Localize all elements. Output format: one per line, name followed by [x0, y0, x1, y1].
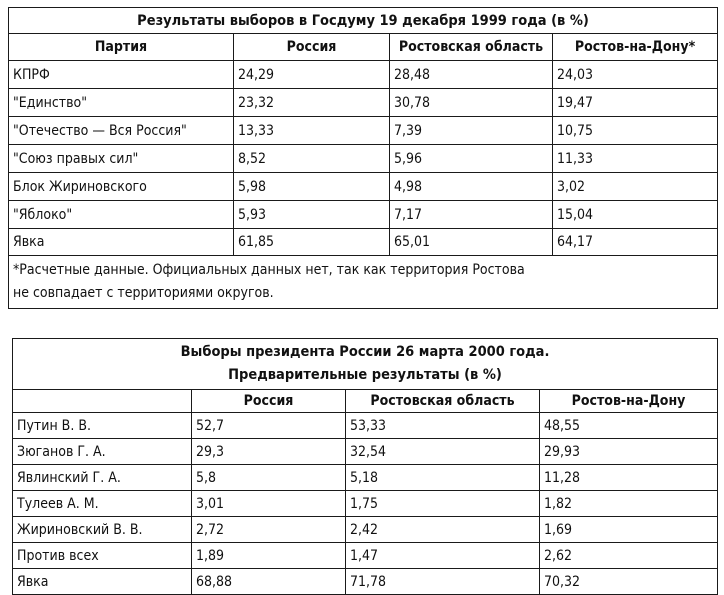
- president-title-line-1: Выборы президента России 26 марта 2000 года.: [180, 344, 550, 360]
- table-row: [13, 517, 718, 543]
- cell-russia: 5,98: [234, 173, 390, 201]
- column-header-russia: Россия: [192, 390, 346, 413]
- duma-table-title: Результаты выборов в Госдуму 19 декабря 1999 года (в %): [9, 8, 718, 34]
- row-label: "Яблоко": [9, 201, 234, 229]
- row-label: Против всех: [13, 543, 192, 569]
- president-results-table: [12, 338, 718, 595]
- table-row: [13, 465, 718, 491]
- row-label: Путин В. В.: [13, 413, 192, 439]
- column-header-candidate: [13, 390, 192, 413]
- cell-russia: 3,01: [192, 491, 346, 517]
- column-header-party: Партия: [9, 34, 234, 61]
- row-label: "Единство": [9, 89, 234, 117]
- column-header-rostov-city: Ростов-на-Дону: [540, 390, 718, 413]
- table-row: [13, 543, 718, 569]
- table-row: [9, 201, 718, 229]
- cell-rostov-region: 65,01: [390, 229, 553, 256]
- row-label: Явлинский Г. А.: [13, 465, 192, 491]
- cell-rostov-region: 4,98: [390, 173, 553, 201]
- cell-russia: 13,33: [234, 117, 390, 145]
- row-label: "Союз правых сил": [9, 145, 234, 173]
- cell-russia: 24,29: [234, 61, 390, 89]
- row-label: Тулеев А. М.: [13, 491, 192, 517]
- cell-rostov-city: 64,17: [553, 229, 718, 256]
- cell-russia: 2,72: [192, 517, 346, 543]
- table-row: [13, 439, 718, 465]
- row-label: КПРФ: [9, 61, 234, 89]
- row-label: Блок Жириновского: [9, 173, 234, 201]
- cell-rostov-city: 11,33: [553, 145, 718, 173]
- footnote-row: [9, 256, 718, 309]
- table-row: [9, 61, 718, 89]
- cell-rostov-region: 5,18: [346, 465, 540, 491]
- column-header-russia: Россия: [234, 34, 390, 61]
- cell-rostov-city: 3,02: [553, 173, 718, 201]
- cell-rostov-region: 5,96: [390, 145, 553, 173]
- cell-rostov-city: 1,69: [540, 517, 718, 543]
- president-table-title: [13, 339, 718, 390]
- cell-rostov-region: 7,39: [390, 117, 553, 145]
- duma-results-table: [8, 7, 718, 309]
- cell-russia: 52,7: [192, 413, 346, 439]
- cell-rostov-city: 15,04: [553, 201, 718, 229]
- table-row: [13, 569, 718, 595]
- footnote-line-2: не совпадает с территориями округов.: [13, 285, 274, 301]
- cell-rostov-region: 1,47: [346, 543, 540, 569]
- cell-rostov-city: 1,82: [540, 491, 718, 517]
- table-row: [9, 117, 718, 145]
- cell-russia: 61,85: [234, 229, 390, 256]
- cell-rostov-city: 2,62: [540, 543, 718, 569]
- table-title-row: [13, 339, 718, 390]
- cell-rostov-region: 7,17: [390, 201, 553, 229]
- table-title-row: [9, 8, 718, 34]
- table-row: [13, 491, 718, 517]
- row-label: Жириновский В. В.: [13, 517, 192, 543]
- cell-russia: 29,3: [192, 439, 346, 465]
- cell-russia: 8,52: [234, 145, 390, 173]
- cell-rostov-city: 24,03: [553, 61, 718, 89]
- cell-russia: 5,93: [234, 201, 390, 229]
- table-row: [9, 89, 718, 117]
- column-header-row: [9, 34, 718, 61]
- cell-rostov-city: 19,47: [553, 89, 718, 117]
- table-row: [9, 145, 718, 173]
- cell-rostov-city: 48,55: [540, 413, 718, 439]
- row-label: "Отечество — Вся Россия": [9, 117, 234, 145]
- cell-rostov-city: 29,93: [540, 439, 718, 465]
- row-label: Явка: [9, 229, 234, 256]
- cell-russia: 1,89: [192, 543, 346, 569]
- row-label: Явка: [13, 569, 192, 595]
- president-title-line-2: Предварительные результаты (в %): [228, 367, 502, 383]
- column-header-row: [13, 390, 718, 413]
- column-header-rostov-city: Ростов-на-Дону*: [553, 34, 718, 61]
- cell-russia: 5,8: [192, 465, 346, 491]
- cell-rostov-region: 71,78: [346, 569, 540, 595]
- cell-rostov-region: 30,78: [390, 89, 553, 117]
- cell-rostov-city: 11,28: [540, 465, 718, 491]
- cell-rostov-city: 70,32: [540, 569, 718, 595]
- footnote: [9, 256, 718, 309]
- cell-rostov-region: 2,42: [346, 517, 540, 543]
- cell-rostov-region: 1,75: [346, 491, 540, 517]
- footnote-line-1: *Расчетные данные. Официальных данных нет, так как территория Ростова: [13, 262, 525, 278]
- cell-russia: 68,88: [192, 569, 346, 595]
- table-row: [9, 173, 718, 201]
- cell-rostov-city: 10,75: [553, 117, 718, 145]
- cell-rostov-region: 53,33: [346, 413, 540, 439]
- column-header-rostov-region: Ростовская область: [346, 390, 540, 413]
- row-label: Зюганов Г. А.: [13, 439, 192, 465]
- cell-russia: 23,32: [234, 89, 390, 117]
- table-row: [9, 229, 718, 256]
- cell-rostov-region: 28,48: [390, 61, 553, 89]
- column-header-rostov-region: Ростовская область: [390, 34, 553, 61]
- cell-rostov-region: 32,54: [346, 439, 540, 465]
- table-row: [13, 413, 718, 439]
